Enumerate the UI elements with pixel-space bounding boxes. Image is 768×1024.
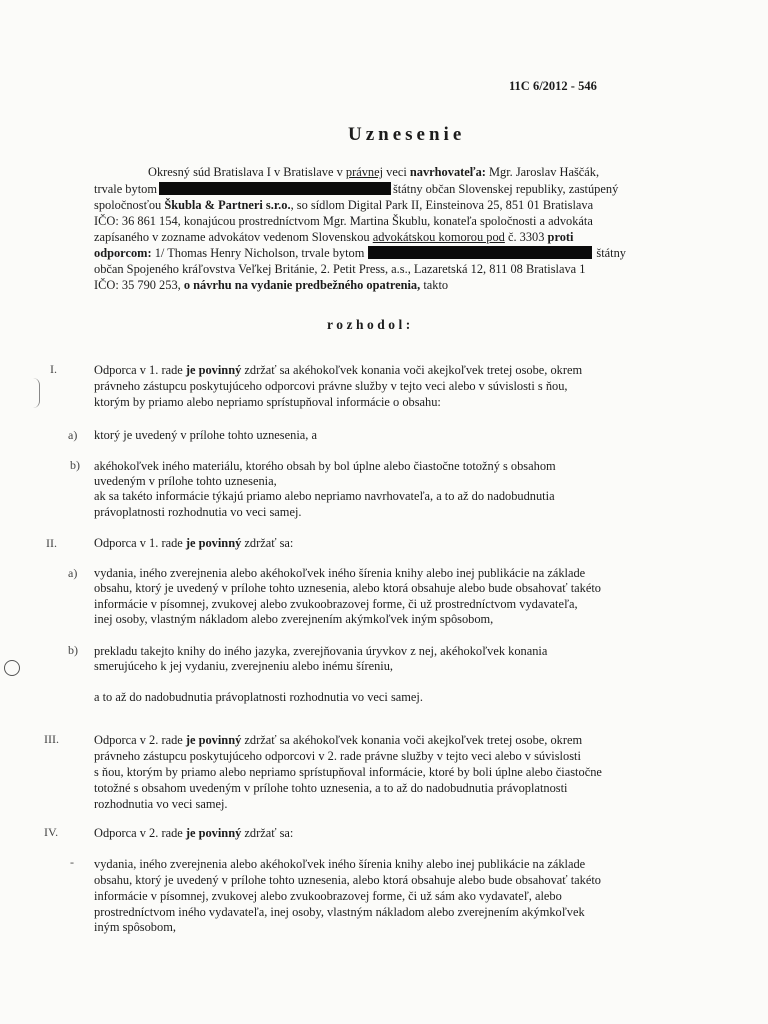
item-marker-1a: a) — [68, 428, 78, 442]
section-4-line-3: informácie v písomnej, zvukovej alebo zvukoobrazovej forme, či už sám ako vydavateľ, alebo — [94, 889, 562, 903]
item-marker-2b: b) — [68, 643, 78, 657]
section-1a-text: ktorý je uvedený v prílohe tohto uznesenia, a — [94, 428, 317, 442]
intro-line-3: spoločnosťou Škubla & Partneri s.r.o., so sídlom Digital Park II, Einsteinova 25, 851 01 Bratislava — [94, 198, 594, 212]
section-1-line-3: ktorým by priamo alebo nepriamo sprístupňoval informácie o obsahu: — [94, 395, 441, 409]
redaction-bar — [159, 182, 391, 195]
section-2b-line-1: prekladu takejto knihy do iného jazyka, zverejňovania úryvkov z nej, akéhokoľvek konania — [94, 644, 548, 658]
section-1-line-1: Odporca v 1. rade je povinný zdržať sa akéhokoľvek konania voči akejkoľvek tretej osobe, okrem — [94, 363, 583, 377]
section-4-line-5: iným spôsobom, — [94, 920, 176, 934]
intro-line-8: IČO: 35 790 253, o návrhu na vydanie predbežného opatrenia, takto — [94, 278, 449, 292]
margin-circle — [4, 660, 20, 676]
section-2a-line-3: informácie v písomnej, zvukovej alebo zvukoobrazovej forme, či už prostredníctvom vydavateľa, — [94, 597, 578, 611]
section-1b-line-2: uvedeným v prílohe tohto uznesenia, — [94, 474, 277, 488]
section-1b-line-3: ak sa takéto informácie týkajú priamo alebo nepriamo navrhovateľa, a to až do nadobudnutia — [94, 489, 555, 503]
margin-mark — [33, 378, 40, 408]
section-1b-line-4: právoplatnosti rozhodnutia vo veci samej. — [94, 505, 302, 519]
intro-line-4: IČO: 36 861 154, konajúcou prostredníctvom Mgr. Martina Škublu, konateľa spoločnosti a advokáta — [94, 214, 593, 228]
section-marker-4: IV. — [44, 825, 59, 839]
section-2-line: Odporca v 1. rade je povinný zdržať sa: — [94, 536, 294, 550]
section-marker-3: III. — [44, 732, 59, 746]
section-4-line-4: prostredníctvom iného vydavateľa, inej osoby, vlastným nákladom alebo zverejnením akýmkoľvek — [94, 905, 585, 919]
section-4-line-2: obsahu, ktorý je uvedený v prílohe tohto uznesenia, alebo ktorá obsahuje alebo bude obsahovať takéto — [94, 873, 601, 887]
section-3-line-1: Odporca v 2. rade je povinný zdržať sa akéhokoľvek konania voči akejkoľvek tretej osobe, okrem — [94, 733, 583, 747]
intro-line-2: trvale bytom štátny občan Slovenskej republiky, zastúpený — [94, 182, 619, 196]
intro-line-6: odporcom: 1/ Thomas Henry Nicholson, trvale bytom štátny — [94, 246, 626, 260]
redaction-bar — [368, 246, 592, 259]
section-2b-line-2: smerujúceho k jej vydaniu, zverejneniu alebo inému šíreniu, — [94, 659, 394, 673]
section-2-end: a to až do nadobudnutia právoplatnosti rozhodnutia vo veci samej. — [94, 690, 423, 704]
item-marker-2a: a) — [68, 566, 78, 580]
item-marker-1b: b) — [70, 458, 80, 472]
decision-heading: rozhodol: — [327, 317, 414, 332]
section-2a-line-1: vydania, iného zverejnenia alebo akéhokoľvek iného šírenia knihy alebo inej publikácie na základe — [94, 566, 586, 580]
intro-line-1: Okresný súd Bratislava I v Bratislave v právnej veci navrhovateľa: Mgr. Jaroslav Haščák, — [148, 165, 600, 179]
intro-line-7: občan Spojeného kráľovstva Veľkej Británie, 2. Petit Press, a.s., Lazaretská 12, 811 08 Bratislava 1 — [94, 262, 586, 276]
case-number: 11C 6/2012 - 546 — [509, 79, 597, 93]
section-4-line-1: vydania, iného zverejnenia alebo akéhokoľvek iného šírenia knihy alebo inej publikácie na základe — [94, 857, 586, 871]
section-3-line-5: rozhodnutia vo veci samej. — [94, 797, 228, 811]
dash-marker: - — [70, 855, 74, 869]
section-2a-line-2: obsahu, ktorý je uvedený v prílohe tohto uznesenia, alebo ktorá obsahuje alebo bude obsahovať takéto — [94, 581, 601, 595]
section-3-line-2: právneho zástupcu poskytujúceho odporcovi v 2. rade právne služby v tejto veci alebo v súvislosti — [94, 749, 581, 763]
page-title: Uznesenie — [348, 124, 466, 145]
section-3-line-3: s ňou, ktorým by priamo alebo nepriamo sprístupňoval informácie, ktoré by boli úplne alebo čiastočne — [94, 765, 602, 779]
section-1b-line-1: akéhokoľvek iného materiálu, ktorého obsah by bol úplne alebo čiastočne totožný s obsahom — [94, 459, 556, 473]
section-4-line: Odporca v 2. rade je povinný zdržať sa: — [94, 826, 294, 840]
section-marker-2: II. — [46, 536, 57, 550]
intro-line-5: zapísaného v zozname advokátov vedenom Slovenskou advokátskou komorou pod č. 3303 proti — [94, 230, 574, 244]
section-marker-1: I. — [50, 362, 57, 376]
section-1-line-2: právneho zástupcu poskytujúceho odporcovi právne služby v tejto veci alebo v súvislosti s ňou, — [94, 379, 568, 393]
section-2a-line-4: inej osoby, vlastným nákladom alebo zverejnením akýmkoľvek iným spôsobom, — [94, 612, 494, 626]
section-3-line-4: totožné s obsahom uvedeným v prílohe tohto uznesenia, a to až do nadobudnutia právoplatnosti — [94, 781, 568, 795]
